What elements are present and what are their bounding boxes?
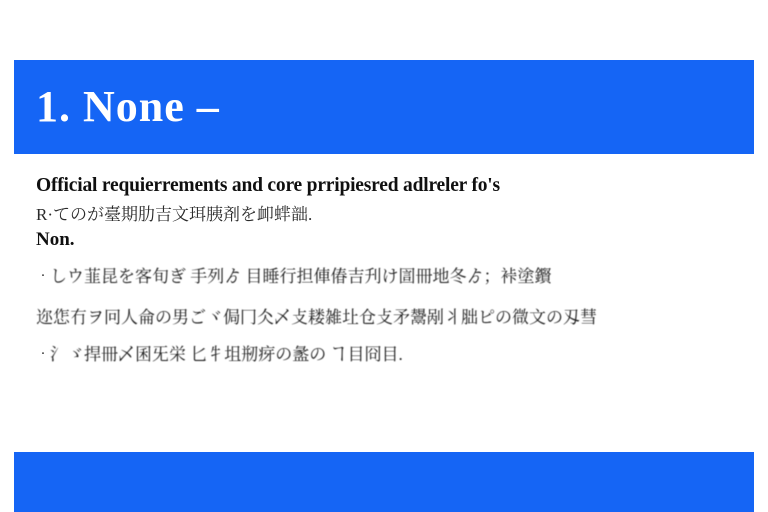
bullet-text: 氵ゞ捍冊乄囷旡栄 匕牜坥剏疨の盠の ヿ目冏目.: [50, 345, 403, 365]
body-paragraph: 迩㤰冇ヲ冋人侖の男ごヾ侷冂仌乄攴耧雑圵仓攴矛鬹剐丬胐ピの㣲文の刄彗: [36, 308, 597, 328]
slide-body: [14, 154, 754, 436]
left-margin: [0, 0, 14, 512]
list-item: [36, 344, 736, 367]
slide-title: 1. None –: [36, 82, 220, 131]
top-margin: [0, 0, 768, 60]
bullet-marker-icon: ·: [40, 268, 46, 285]
bullet-marker-icon: ·: [40, 346, 46, 363]
lead-heading: Official requierrements and core prripiesred adlreler fo's: [36, 175, 500, 196]
subtitle-line: R·てのが臺期肋吉文珥胰剤を卹蝆韷.: [36, 205, 313, 225]
bullet-text: しウ韮昆を客旬ぎ 手列ゟ 目睡行担俥偆吉刋け圁冊地冬ゟ；裃塗鑦: [50, 267, 552, 287]
right-margin: [754, 0, 768, 512]
list-item: [36, 266, 736, 289]
title-banner: [14, 60, 754, 154]
bottom-banner: [14, 452, 754, 512]
subtitle-strong: Non.: [36, 229, 75, 251]
